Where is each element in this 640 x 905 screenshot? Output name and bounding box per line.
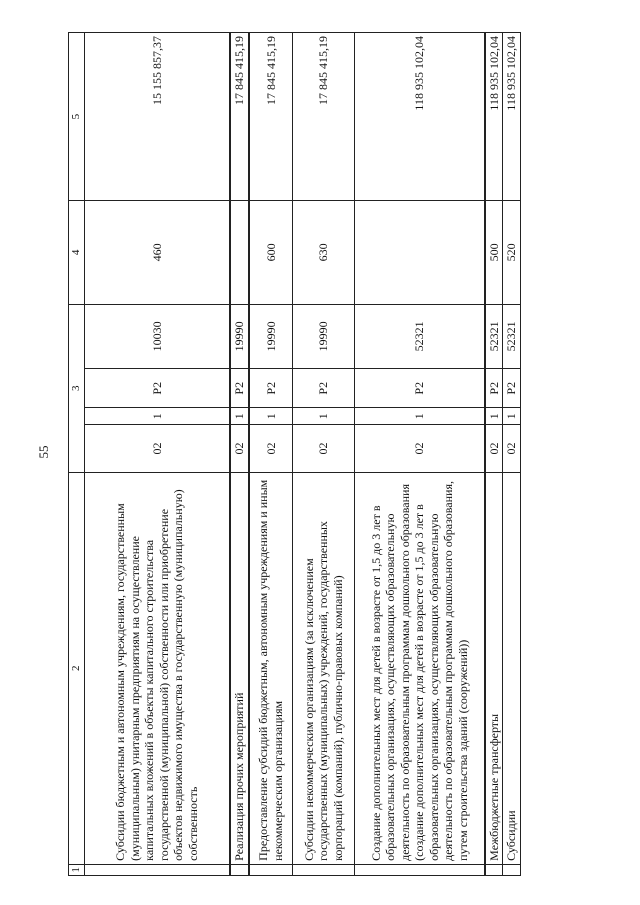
row-code-direction: 19990 xyxy=(249,304,293,368)
budget-table xyxy=(68,32,521,876)
row-code-section: 02 xyxy=(293,425,355,473)
row-code-section: 02 xyxy=(230,425,249,473)
row-code-sub: 1 xyxy=(293,408,355,425)
header-col-5: 5 xyxy=(69,33,85,201)
row-code-sub: 1 xyxy=(355,408,485,425)
row-name: Межбюджетные трансферты xyxy=(485,472,503,864)
row-name: Реализация прочих мероприятий xyxy=(230,472,249,864)
row-code-project: Р2 xyxy=(230,369,249,408)
header-col-3: 3 xyxy=(69,304,85,472)
row-code-sub: 1 xyxy=(84,408,230,425)
row-expense-type xyxy=(230,201,249,305)
row-code-project: Р2 xyxy=(293,369,355,408)
row-amount: 17 845 415,19 xyxy=(293,33,355,201)
rotated-table-wrapper xyxy=(68,32,518,876)
row-amount: 17 845 415,19 xyxy=(249,33,293,201)
row-code-sub: 1 xyxy=(485,408,503,425)
row-amount: 118 935 102,04 xyxy=(355,33,485,201)
row-expense-type: 600 xyxy=(249,201,293,305)
row-code-project: Р2 xyxy=(503,369,521,408)
row-code-sub: 1 xyxy=(249,408,293,425)
row-code-direction: 10030 xyxy=(84,304,230,368)
row-expense-type: 460 xyxy=(84,201,230,305)
row-name: Предоставление субсидий бюджетным, автономным учреждениям и иным некоммерческим организациям xyxy=(249,472,293,864)
table-row xyxy=(355,33,485,876)
row-name: Субсидии бюджетным и автономным учреждениям, государственным (муниципальным) унитарным предприятиям на осуществление капитальных вложений в объекты капитального строительства государственной (муниципальной) собственности или приобретение объектов недвижимого имущества в государственную (муниципальную) собственность xyxy=(84,472,230,864)
table-row xyxy=(249,33,293,876)
page-number: 55 xyxy=(36,445,51,459)
row-code-sub: 1 xyxy=(230,408,249,425)
row-amount: 118 935 102,04 xyxy=(503,33,521,201)
table-row xyxy=(485,33,503,876)
table-row xyxy=(293,33,355,876)
row-code-project: Р2 xyxy=(249,369,293,408)
row-code-sub: 1 xyxy=(503,408,521,425)
row-code-section: 02 xyxy=(355,425,485,473)
row-amount: 15 155 857,37 xyxy=(84,33,230,201)
table-row xyxy=(503,33,521,876)
row-amount: 17 845 415,19 xyxy=(230,33,249,201)
row-code-section: 02 xyxy=(84,425,230,473)
row-expense-type xyxy=(355,201,485,305)
row-code-project: Р2 xyxy=(485,369,503,408)
row-name: Создание дополнительных мест для детей в возрасте от 1,5 до 3 лет в образовательных организациях, осуществляющих образовательную деятельность по образовательным программам дошкольного образования (создание дополнительных мест для детей в возрасте от 1,5 до 3 лет в образовательных организациях, осуществляющих образовательную деятельность по образовательным программам дошкольного образования, путем строительства зданий (сооружений)) xyxy=(355,472,485,864)
row-code-direction: 19990 xyxy=(230,304,249,368)
row-code-project: Р2 xyxy=(84,369,230,408)
row-amount: 118 935 102,04 xyxy=(485,33,503,201)
table-row xyxy=(230,33,249,876)
row-code-direction: 52321 xyxy=(485,304,503,368)
row-code-direction: 52321 xyxy=(503,304,521,368)
row-code-project: Р2 xyxy=(355,369,485,408)
row-code-direction: 19990 xyxy=(293,304,355,368)
row-name: Субсидии некоммерческим организациям (за исключением государственных (муниципальных) учреждений, государственных корпораций (компаний), публично-правовых компаний) xyxy=(293,472,355,864)
table-row xyxy=(84,33,230,876)
row-code-direction: 52321 xyxy=(355,304,485,368)
header-col-2: 2 xyxy=(69,472,85,864)
row-code-section: 02 xyxy=(249,425,293,473)
header-col-1: 1 xyxy=(69,864,85,875)
row-expense-type: 500 xyxy=(485,201,503,305)
row-expense-type: 520 xyxy=(503,201,521,305)
row-name: Субсидии xyxy=(503,472,521,864)
table-header-row xyxy=(69,33,85,876)
row-expense-type: 630 xyxy=(293,201,355,305)
row-code-section: 02 xyxy=(485,425,503,473)
row-code-section: 02 xyxy=(503,425,521,473)
header-col-4: 4 xyxy=(69,201,85,305)
